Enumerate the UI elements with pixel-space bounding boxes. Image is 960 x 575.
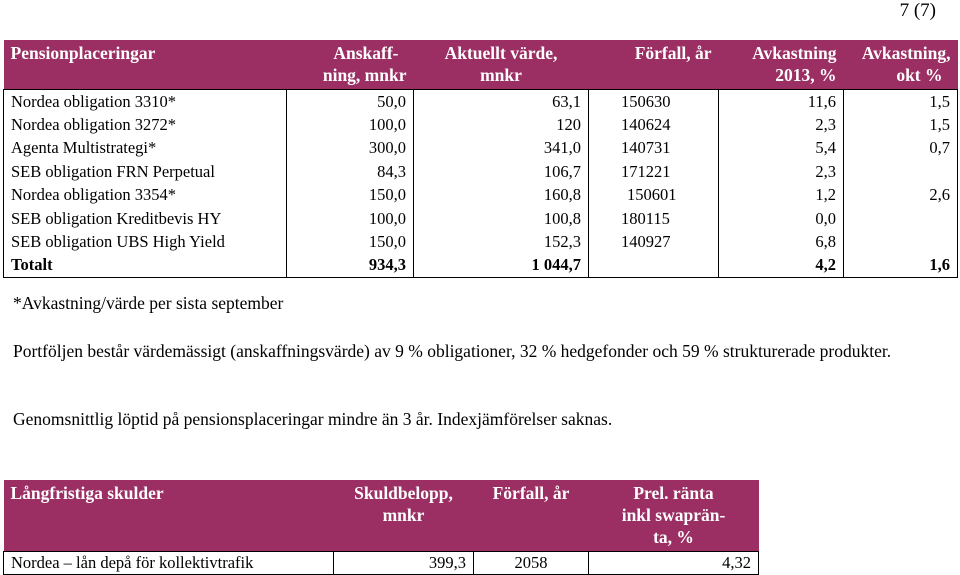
- header-debt-amount-line1: Skuldbelopp,: [354, 483, 453, 503]
- header-debt-name: Långfristiga skulder: [10, 483, 164, 503]
- cell-yield-2013: 4,2: [719, 254, 844, 278]
- cell-yield-2013: 11,6: [719, 90, 844, 114]
- header-debt-amount-line2: mnkr: [382, 505, 425, 525]
- header-current-value: [414, 40, 589, 90]
- header-yield-accumulated-line2: okt %: [896, 65, 943, 85]
- cell-name: Agenta Multistrategi*: [4, 137, 287, 160]
- cell-debt-name: Nordea – lån depå för kollektivtrafik: [4, 552, 334, 575]
- header-current-value-line2: mnkr: [480, 65, 522, 85]
- cell-debt-due-year: 2058: [474, 552, 589, 575]
- cell-due-year: [589, 254, 719, 278]
- table-row: [4, 90, 958, 114]
- table-row: [4, 552, 759, 575]
- pension-investments-table: [3, 40, 958, 278]
- header-acquisition-line2: ning, mnkr: [322, 65, 407, 85]
- cell-name: SEB obligation FRN Perpetual: [4, 160, 287, 183]
- cell-yield-2013: 5,4: [719, 137, 844, 160]
- cell-current-value: 100,8: [414, 207, 589, 230]
- cell-name: Nordea obligation 3310*: [4, 90, 287, 114]
- cell-yield-accumulated: [844, 160, 958, 183]
- cell-name: Totalt: [4, 254, 287, 278]
- cell-name: SEB obligation Kreditbevis HY: [4, 207, 287, 230]
- cell-acquisition: 150,0: [287, 230, 414, 253]
- cell-due-year: 150630: [589, 90, 719, 114]
- cell-name: SEB obligation UBS High Yield: [4, 230, 287, 253]
- cell-current-value: 63,1: [414, 90, 589, 114]
- cell-due-year: 140624: [589, 113, 719, 136]
- header-debt-amount: [334, 480, 474, 552]
- table-row: [4, 230, 958, 253]
- header-yield-accumulated-line1: Avkastning,: [861, 43, 951, 63]
- cell-acquisition: 100,0: [287, 113, 414, 136]
- header-acquisition-line1: Anskaff-: [333, 43, 399, 63]
- cell-yield-accumulated: [844, 207, 958, 230]
- footnote: *Avkastning/värde per sista september: [13, 293, 284, 313]
- table-row: [4, 113, 958, 136]
- cell-debt-rate: 4,32: [589, 552, 759, 575]
- cell-yield-accumulated: 1,6: [844, 254, 958, 278]
- cell-due-year: 180115: [589, 207, 719, 230]
- cell-acquisition: 50,0: [287, 90, 414, 114]
- cell-yield-accumulated: 1,5: [844, 90, 958, 114]
- table-row: [4, 184, 958, 207]
- header-acquisition: [287, 40, 414, 90]
- header-debt-rate: [589, 480, 759, 552]
- header-yield-2013-line2: 2013, %: [775, 65, 837, 85]
- portfolio-composition-text: Portföljen består värdemässigt (anskaffningsvärde) av 9 % obligationer, 32 % hedgefonder och 59 % strukturerade produkter.: [13, 341, 892, 361]
- cell-acquisition: 150,0: [287, 184, 414, 207]
- total-row: [4, 254, 958, 278]
- cell-acquisition: 300,0: [287, 137, 414, 160]
- header-yield-2013: [719, 40, 844, 90]
- cell-due-year: 140731: [589, 137, 719, 160]
- cell-current-value: 152,3: [414, 230, 589, 253]
- cell-debt-amount: 399,3: [334, 552, 474, 575]
- cell-acquisition: 100,0: [287, 207, 414, 230]
- cell-yield-2013: 6,8: [719, 230, 844, 253]
- cell-acquisition: 934,3: [287, 254, 414, 278]
- cell-due-year: 140927: [589, 230, 719, 253]
- cell-yield-2013: 2,3: [719, 113, 844, 136]
- table-row: [4, 160, 958, 183]
- table-header-row: [4, 480, 759, 552]
- table-row: [4, 137, 958, 160]
- cell-due-year: 171221: [589, 160, 719, 183]
- header-yield-2013-line1: Avkastning: [752, 43, 837, 63]
- cell-acquisition: 84,3: [287, 160, 414, 183]
- cell-current-value: 160,8: [414, 184, 589, 207]
- cell-name: Nordea obligation 3272*: [4, 113, 287, 136]
- cell-yield-accumulated: 0,7: [844, 137, 958, 160]
- cell-yield-accumulated: 2,6: [844, 184, 958, 207]
- table-header-row: [4, 40, 958, 90]
- cell-yield-2013: 0,0: [719, 207, 844, 230]
- cell-due-year: 150601: [589, 184, 719, 207]
- header-current-value-line1: Aktuellt värde,: [444, 43, 558, 63]
- average-duration-text: Genomsnittlig löptid på pensionsplaceringar mindre än 3 år. Indexjämförelser saknas.: [13, 409, 613, 429]
- header-debt-rate-line3: ta, %: [653, 527, 694, 547]
- cell-current-value: 1 044,7: [414, 254, 589, 278]
- header-debt-due-year: Förfall, år: [492, 483, 570, 503]
- header-debt-rate-line2: inkl swaprän-: [621, 505, 726, 525]
- cell-name: Nordea obligation 3354*: [4, 184, 287, 207]
- cell-yield-accumulated: [844, 230, 958, 253]
- cell-current-value: 120: [414, 113, 589, 136]
- header-name: Pensionplaceringar: [10, 43, 156, 63]
- page-number: 7 (7): [899, 0, 936, 21]
- header-due-year: Förfall, år: [634, 43, 712, 63]
- cell-yield-accumulated: 1,5: [844, 113, 958, 136]
- table-row: [4, 207, 958, 230]
- header-yield-accumulated: [844, 40, 958, 90]
- cell-yield-2013: 2,3: [719, 160, 844, 183]
- cell-current-value: 341,0: [414, 137, 589, 160]
- header-debt-rate-line1: Prel. ränta: [633, 483, 714, 503]
- long-term-debt-table: [3, 480, 759, 575]
- cell-yield-2013: 1,2: [719, 184, 844, 207]
- cell-current-value: 106,7: [414, 160, 589, 183]
